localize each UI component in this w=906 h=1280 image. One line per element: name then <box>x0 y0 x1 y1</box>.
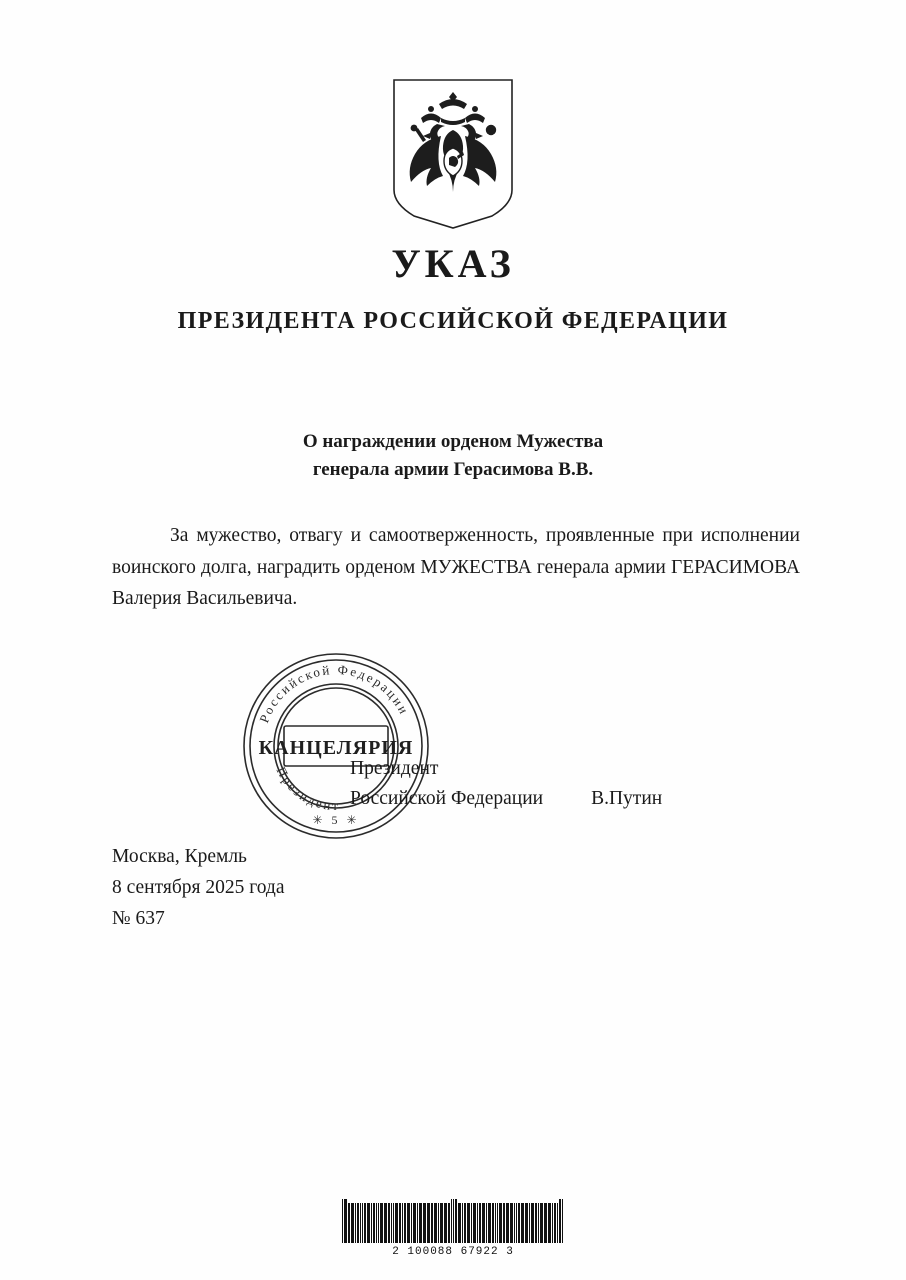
official-seal-stamp <box>238 648 434 844</box>
signature-post-line-1: Президент <box>350 758 439 779</box>
emblem-shield-icon <box>391 78 515 230</box>
svg-text:✳ 5 ✳: ✳ 5 ✳ <box>312 813 360 827</box>
svg-text:Президент: Президент <box>273 764 341 814</box>
subject-line-1: О награждении орденом Мужества <box>302 431 604 452</box>
signature-block <box>350 754 790 814</box>
body-paragraph: За мужество, отвагу и самоотверженность, проявленные при исполнении воинского долга, наградить орденом МУЖЕСТВА генерала армии ГЕРАСИМОВА Валерия Васильевича. <box>112 525 800 610</box>
signature-post-line-2: Российской Федерации <box>350 788 544 810</box>
meta-date: 8 сентября 2025 года <box>112 876 285 898</box>
document-title: УКАЗ <box>391 241 515 286</box>
barcode-digits: 2 100088 67922 3 <box>392 1246 514 1258</box>
subject-line-2: генерала армии Герасимова В.В. <box>312 458 594 480</box>
meta-number: № 637 <box>112 907 165 929</box>
document-subject <box>0 428 906 483</box>
barcode <box>0 1199 906 1258</box>
signature-name: В.Путин <box>591 788 663 810</box>
document-body <box>112 520 800 615</box>
coat-of-arms-emblem <box>0 78 906 230</box>
document-subtitle: ПРЕЗИДЕНТА РОССИЙСКОЙ ФЕДЕРАЦИИ <box>177 308 729 334</box>
svg-text:КАНЦЕЛЯРИЯ: КАНЦЕЛЯРИЯ <box>258 737 414 759</box>
svg-text:Российской Федерации: Российской Федерации <box>256 661 413 725</box>
document-meta <box>112 842 285 934</box>
barcode-bars <box>342 1199 564 1243</box>
meta-place: Москва, Кремль <box>112 846 247 867</box>
